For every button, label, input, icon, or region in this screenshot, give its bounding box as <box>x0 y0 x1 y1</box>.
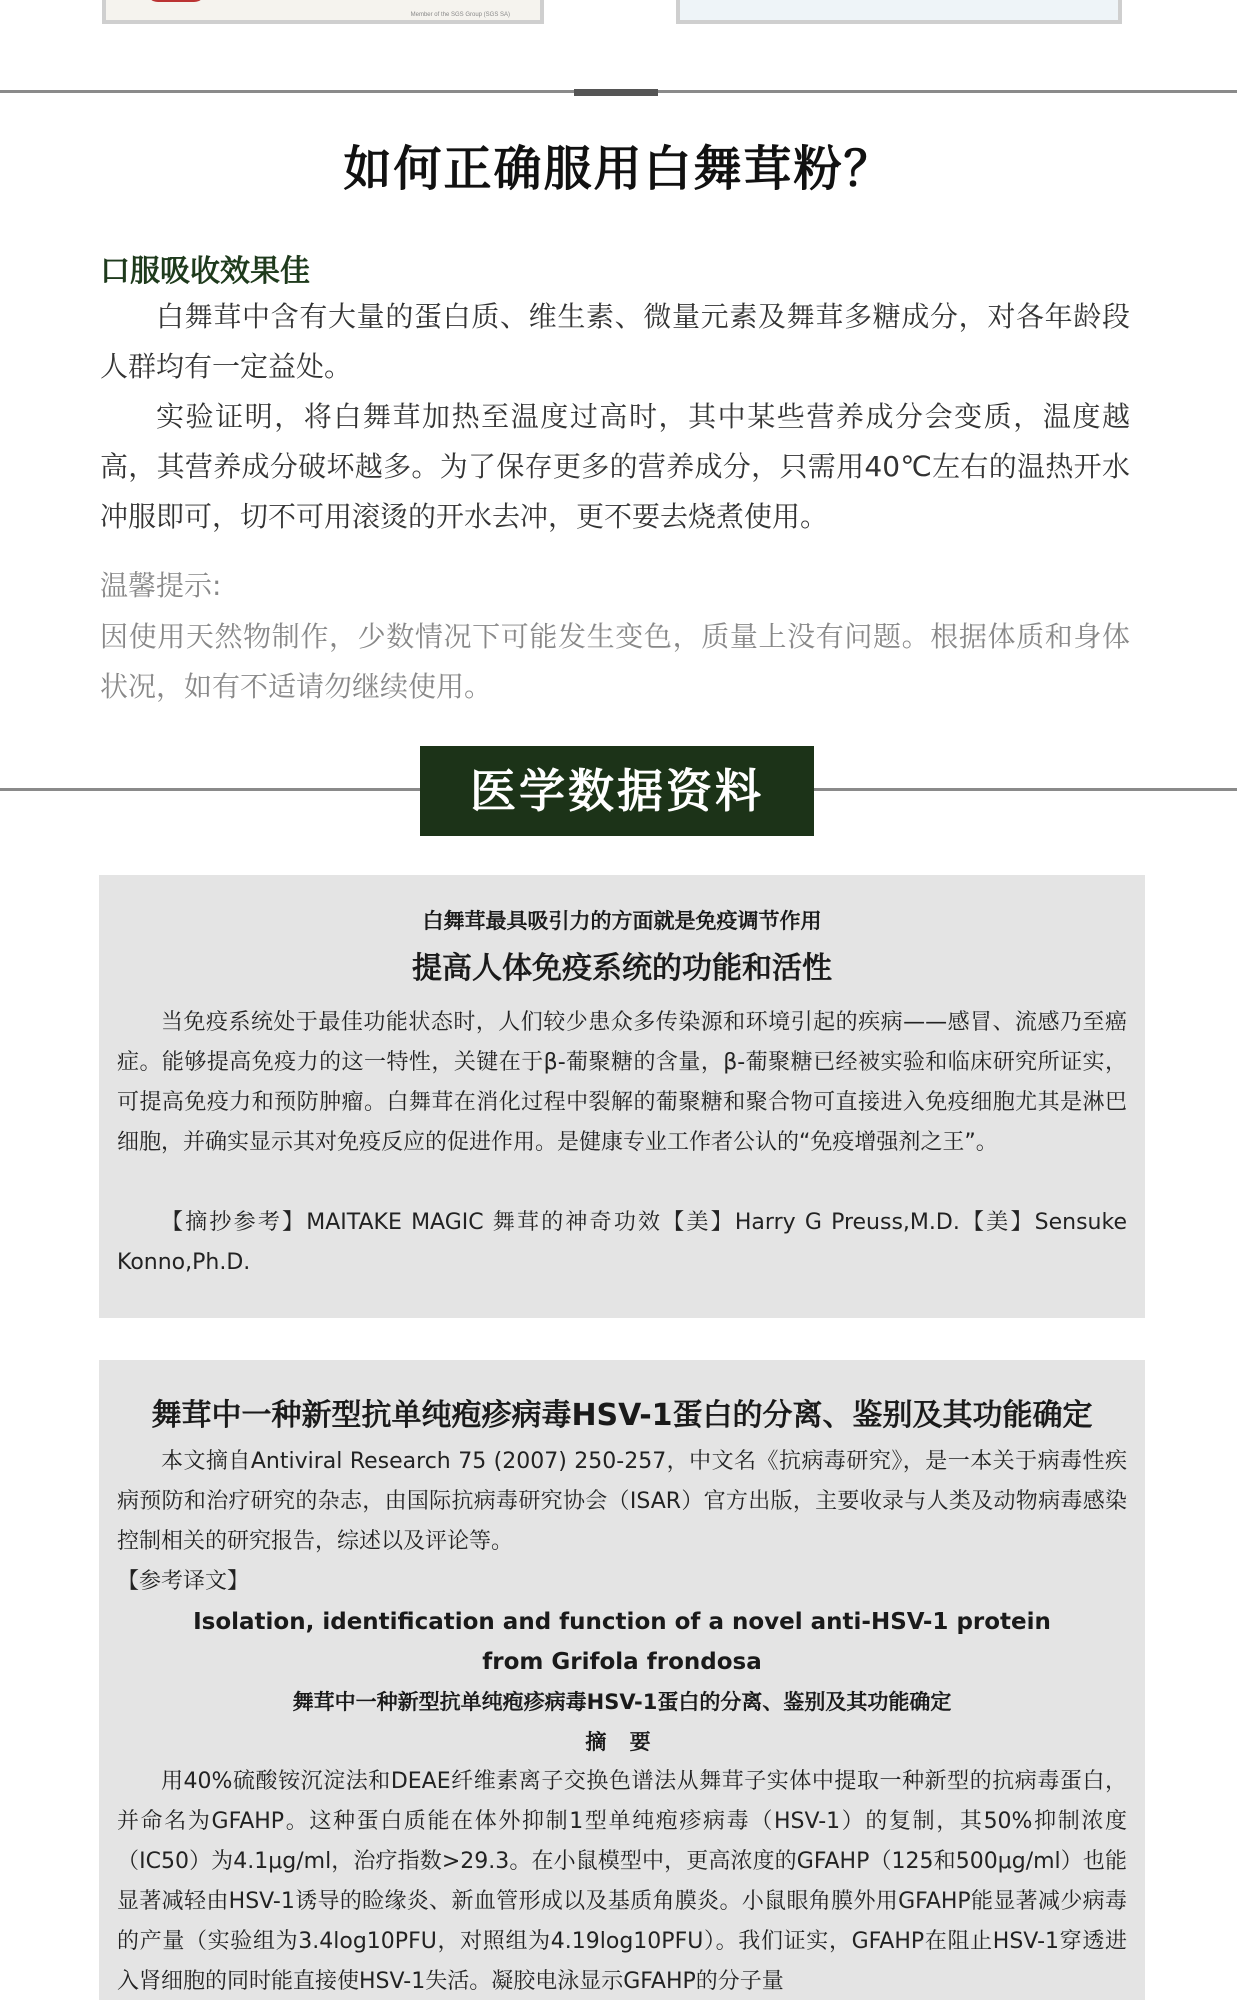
english-title-line-1: Isolation, identification and function of a novel anti-HSV-1 protein <box>193 1609 1051 1635</box>
sgs-certificate-image <box>102 0 544 24</box>
card-subtitle: 白舞茸最具吸引力的方面就是免疫调节作用 <box>422 909 822 933</box>
certificate-images <box>0 0 1237 30</box>
chinese-title: 舞茸中一种新型抗单纯疱疹病毒HSV-1蛋白的分离、鉴别及其功能确定 <box>292 1690 952 1714</box>
certificate-member-text: Member of the SGS Group (SGS SA) <box>410 12 510 18</box>
tip-text: 因使用天然物制作，少数情况下可能发生变色，质量上没有问题。根据体质和身体状况，如有不适请勿继续使用。 <box>100 620 1130 703</box>
paragraph-nutrition: 白舞茸中含有大量的蛋白质、维生素、微量元素及舞茸多糖成分，对各年龄段人群均有一定益处。 <box>100 300 1130 383</box>
medical-data-banner: 医学数据资料 <box>420 746 814 836</box>
abstract-heading: 摘 要 <box>585 1730 659 1754</box>
paragraph-temperature: 实验证明，将白舞茸加热至温度过高时，其中某些营养成分会变质，温度越高，其营养成分破坏越多。为了保存更多的营养成分，只需用40℃左右的温热开水冲服即可，切不可用滚烫的开水去冲，更不要去烧煮使用。 <box>100 400 1130 533</box>
section-heading: 口服吸收效果佳 <box>100 254 310 289</box>
card-reference: 【摘抄参考】MAITAKE MAGIC 舞茸的神奇功效【美】Harry G Preuss,M.D.【美】Sensuke Konno,Ph.D. <box>117 1210 1127 1275</box>
english-title-line-2: from Grifola frondosa <box>482 1649 762 1675</box>
divider-accent <box>574 89 658 96</box>
abstract-body: 用40%硫酸铵沉淀法和DEAE纤维素离子交换色谱法从舞茸子实体中提取一种新型的抗病毒蛋白，并命名为GFAHP。这种蛋白质能在体外抑制1型单纯疱疹病毒（HSV-1）的复制，其50%抑制浓度（IC50）为4.1μg/ml，治疗指数>29.3。在小鼠模型中，更高浓度的GFAHP（125和500μg/ml）也能显著减轻由HSV-1诱导的睑缘炎、新血管形成以及基质角膜炎。小鼠眼角膜外用GFAHP能显著减少病毒的产量（实验组为3.4log10PFU，对照组为4.19log10PFU）。我们证实，GFAHP在阻止HSV-1穿透进入肾细胞的同时能直接使HSV-1失活。凝胶电泳显示GFAHP的分子量 <box>117 1769 1127 1994</box>
certificate-seal-icon <box>146 0 206 2</box>
research-card <box>99 1360 1145 2000</box>
certificate-image-2 <box>676 0 1122 24</box>
page-title: 如何正确服用白舞茸粉？ <box>343 141 894 197</box>
reference-heading: 【参考译文】 <box>117 1569 250 1594</box>
immunity-card <box>99 875 1145 1318</box>
card-body: 当免疫系统处于最佳功能状态时，人们较少患众多传染源和环境引起的疾病——感冒、流感乃至癌症。能够提高免疫力的这一特性，关键在于β-葡聚糖的含量，β-葡聚糖已经被实验和临床研究所证实，可提高免疫力和预防肿瘤。白舞茸在消化过程中裂解的葡聚糖和聚合物可直接进入免疫细胞尤其是淋巴细胞，并确实显示其对免疫反应的促进作用。是健康专业工作者公认的“免疫增强剂之王”。 <box>117 1010 1127 1155</box>
section-divider <box>0 90 1237 93</box>
card-intro: 本文摘自Antiviral Research 75 (2007) 250-257，中文名《抗病毒研究》，是一本关于病毒性疾病预防和治疗研究的杂志，由国际抗病毒研究协会（ISAR）官方出版，主要收录与人类及动物病毒感染控制相关的研究报告，综述以及评论等。 <box>117 1449 1127 1554</box>
card-title: 舞茸中一种新型抗单纯疱疹病毒HSV-1蛋白的分离、鉴别及其功能确定 <box>151 1398 1093 1433</box>
tip-heading: 温馨提示: <box>100 569 222 602</box>
card-title: 提高人体免疫系统的功能和活性 <box>412 951 832 986</box>
